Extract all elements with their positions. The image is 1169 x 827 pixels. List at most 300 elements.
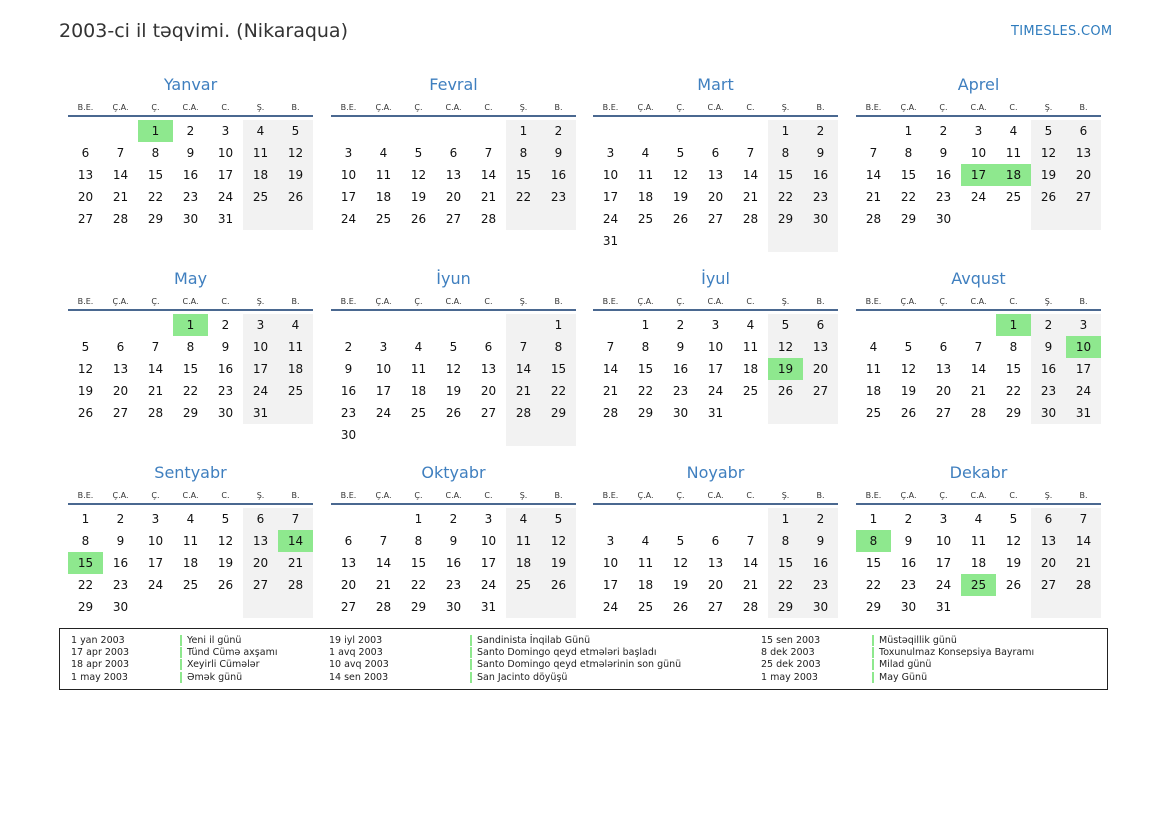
month-divider	[331, 115, 576, 117]
day-cell: 25	[182, 578, 199, 592]
day-cell: 27	[77, 212, 94, 226]
day-cell: 17	[602, 578, 619, 592]
weekday-header: Ç.A.	[637, 491, 654, 500]
holiday-day-cell: 8	[856, 530, 891, 552]
day-cell: 24	[1075, 384, 1092, 398]
day-cell: 26	[777, 384, 794, 398]
day-cell: 13	[1075, 146, 1092, 160]
weekday-header: Ş.	[256, 491, 265, 500]
day-cell: 6	[81, 146, 90, 160]
holiday-name: Xeyirli Cümələr	[180, 659, 260, 670]
day-cell: 27	[707, 212, 724, 226]
day-cell: 18	[410, 384, 427, 398]
weekday-header: B.	[554, 103, 563, 112]
day-cell: 13	[480, 362, 497, 376]
day-cell: 9	[449, 534, 458, 548]
day-cell: 10	[340, 168, 357, 182]
day-cell: 16	[812, 168, 829, 182]
day-cell: 2	[116, 512, 125, 526]
day-cell: 23	[1040, 384, 1057, 398]
weekday-header: B.E.	[340, 297, 357, 306]
day-cell: 19	[445, 384, 462, 398]
day-cell: 3	[151, 512, 160, 526]
weekday-header: C.	[484, 297, 493, 306]
weekday-header: C.	[1009, 297, 1018, 306]
holiday-date: 1 may 2003	[71, 671, 128, 683]
day-cell: 16	[550, 168, 567, 182]
day-cell: 9	[554, 146, 563, 160]
day-cell: 13	[77, 168, 94, 182]
day-cell: 4	[641, 534, 650, 548]
weekday-header: Ş.	[519, 491, 528, 500]
day-cell: 25	[287, 384, 304, 398]
day-cell: 1	[781, 512, 790, 526]
day-cell: 3	[974, 124, 983, 138]
holiday-date: 25 dek 2003	[761, 659, 821, 671]
holiday-day-cell: 15	[68, 552, 103, 574]
day-cell: 15	[900, 168, 917, 182]
month-name: İyul	[701, 269, 730, 288]
holiday-name: Müstəqillik günü	[872, 635, 957, 646]
day-cell: 4	[186, 512, 195, 526]
weekday-header: C.	[484, 491, 493, 500]
month-name: Dekabr	[949, 463, 1008, 482]
weekday-header: B.	[554, 491, 563, 500]
weekday-header: Ş.	[256, 297, 265, 306]
day-cell: 19	[900, 384, 917, 398]
month-name: Yanvar	[163, 75, 218, 94]
day-cell: 24	[970, 190, 987, 204]
site-brand-link[interactable]: TIMESLES.COM	[1011, 24, 1113, 39]
day-cell: 8	[781, 534, 790, 548]
day-cell: 3	[1079, 318, 1088, 332]
day-cell: 4	[641, 146, 650, 160]
weekday-header: B.E.	[77, 297, 94, 306]
day-cell: 20	[340, 578, 357, 592]
weekday-header: Ş.	[781, 491, 790, 500]
day-cell: 6	[711, 146, 720, 160]
weekday-header: B.E.	[602, 103, 619, 112]
day-cell: 14	[865, 168, 882, 182]
day-cell: 10	[217, 146, 234, 160]
holiday-date: 15 sen 2003	[761, 635, 821, 646]
day-cell: 11	[1005, 146, 1022, 160]
day-cell: 17	[1075, 362, 1092, 376]
day-cell: 12	[672, 556, 689, 570]
holiday-day-cell: 10	[1066, 336, 1101, 358]
holiday-date: 1 yan 2003	[71, 635, 125, 646]
day-cell: 2	[221, 318, 230, 332]
day-cell: 17	[602, 190, 619, 204]
day-cell: 5	[904, 340, 913, 354]
day-cell: 17	[375, 384, 392, 398]
day-cell: 20	[77, 190, 94, 204]
day-cell: 14	[1075, 534, 1092, 548]
holiday-name: May Günü	[872, 672, 927, 683]
day-cell: 9	[221, 340, 230, 354]
day-cell: 16	[900, 556, 917, 570]
day-cell: 6	[344, 534, 353, 548]
holiday-name: Milad günü	[872, 659, 931, 670]
day-cell: 28	[515, 406, 532, 420]
weekday-header: B.E.	[340, 103, 357, 112]
weekday-header: C.	[1009, 103, 1018, 112]
day-cell: 9	[186, 146, 195, 160]
day-cell: 3	[939, 512, 948, 526]
month-name: Fevral	[429, 75, 478, 94]
day-cell: 11	[637, 556, 654, 570]
day-cell: 26	[1005, 578, 1022, 592]
holiday-date: 1 may 2003	[761, 671, 818, 683]
day-cell: 26	[672, 600, 689, 614]
day-cell: 30	[340, 428, 357, 442]
month-name: Noyabr	[686, 463, 745, 482]
day-cell: 5	[1044, 124, 1053, 138]
day-cell: 21	[112, 190, 129, 204]
month-divider	[856, 503, 1101, 505]
day-cell: 18	[375, 190, 392, 204]
day-cell: 23	[935, 190, 952, 204]
day-cell: 29	[1005, 406, 1022, 420]
day-cell: 15	[777, 168, 794, 182]
month-name: Avqust	[951, 269, 1006, 288]
day-cell: 21	[147, 384, 164, 398]
day-cell: 25	[410, 406, 427, 420]
day-cell: 29	[900, 212, 917, 226]
day-cell: 27	[1075, 190, 1092, 204]
day-cell: 28	[112, 212, 129, 226]
day-cell: 9	[1044, 340, 1053, 354]
day-cell: 23	[217, 384, 234, 398]
day-cell: 13	[707, 556, 724, 570]
day-cell: 7	[1079, 512, 1088, 526]
holiday-name: Santo Domingo qeyd etmələrinin son günü	[470, 659, 681, 670]
day-cell: 20	[812, 362, 829, 376]
holiday-date: 19 iyl 2003	[329, 635, 383, 646]
day-cell: 28	[970, 406, 987, 420]
day-cell: 21	[515, 384, 532, 398]
day-cell: 21	[1075, 556, 1092, 570]
month-name: May	[173, 269, 208, 288]
weekday-header: Ş.	[519, 103, 528, 112]
day-cell: 18	[252, 168, 269, 182]
day-cell: 8	[519, 146, 528, 160]
day-cell: 30	[217, 406, 234, 420]
day-cell: 1	[641, 318, 650, 332]
day-cell: 20	[112, 384, 129, 398]
holiday-name: Əmək günü	[180, 672, 242, 683]
weekday-header: Ç.A.	[112, 297, 129, 306]
day-cell: 7	[291, 512, 300, 526]
day-cell: 11	[742, 340, 759, 354]
weekday-header: Ş.	[1044, 491, 1053, 500]
day-cell: 16	[812, 556, 829, 570]
day-cell: 14	[375, 556, 392, 570]
day-cell: 23	[812, 190, 829, 204]
day-cell: 8	[904, 146, 913, 160]
weekday-header: Ç.	[414, 491, 423, 500]
day-cell: 8	[554, 340, 563, 354]
day-cell: 24	[147, 578, 164, 592]
day-cell: 8	[151, 146, 160, 160]
weekday-header: B.	[816, 103, 825, 112]
day-cell: 13	[445, 168, 462, 182]
weekday-header: C.	[221, 103, 230, 112]
weekday-header: B.	[1079, 297, 1088, 306]
weekday-header: C.A.	[445, 103, 462, 112]
day-cell: 20	[480, 384, 497, 398]
day-cell: 28	[865, 212, 882, 226]
day-cell: 24	[480, 578, 497, 592]
day-cell: 2	[554, 124, 563, 138]
day-cell: 3	[606, 534, 615, 548]
day-cell: 25	[1005, 190, 1022, 204]
day-cell: 14	[480, 168, 497, 182]
holiday-day-cell: 25	[961, 574, 996, 596]
day-cell: 12	[77, 362, 94, 376]
day-cell: 20	[1040, 556, 1057, 570]
weekday-header: Ç.	[151, 297, 160, 306]
weekday-header: Ç.A.	[112, 103, 129, 112]
day-cell: 2	[816, 512, 825, 526]
day-cell: 1	[781, 124, 790, 138]
day-cell: 11	[410, 362, 427, 376]
weekday-header: Ç.A.	[900, 103, 917, 112]
day-cell: 12	[410, 168, 427, 182]
day-cell: 13	[112, 362, 129, 376]
day-cell: 30	[900, 600, 917, 614]
day-cell: 11	[287, 340, 304, 354]
day-cell: 25	[742, 384, 759, 398]
day-cell: 23	[340, 406, 357, 420]
day-cell: 3	[256, 318, 265, 332]
day-cell: 3	[344, 146, 353, 160]
day-cell: 18	[515, 556, 532, 570]
day-cell: 14	[742, 168, 759, 182]
day-cell: 18	[970, 556, 987, 570]
day-cell: 14	[970, 362, 987, 376]
day-cell: 16	[182, 168, 199, 182]
holiday-name: Tünd Cümə axşamı	[180, 647, 277, 658]
holiday-legend	[59, 628, 1108, 690]
day-cell: 23	[112, 578, 129, 592]
weekday-header: B.E.	[77, 491, 94, 500]
weekday-header: Ç.	[939, 103, 948, 112]
day-cell: 12	[287, 146, 304, 160]
day-cell: 2	[344, 340, 353, 354]
day-cell: 11	[375, 168, 392, 182]
day-cell: 21	[865, 190, 882, 204]
weekday-header: C.	[746, 297, 755, 306]
weekday-header: C.	[1009, 491, 1018, 500]
day-cell: 26	[217, 578, 234, 592]
day-cell: 8	[186, 340, 195, 354]
day-cell: 19	[217, 556, 234, 570]
weekday-header: C.	[221, 491, 230, 500]
day-cell: 31	[707, 406, 724, 420]
day-cell: 13	[812, 340, 829, 354]
day-cell: 7	[151, 340, 160, 354]
day-cell: 15	[777, 556, 794, 570]
day-cell: 7	[746, 534, 755, 548]
day-cell: 10	[707, 340, 724, 354]
day-cell: 19	[550, 556, 567, 570]
day-cell: 7	[746, 146, 755, 160]
day-cell: 14	[515, 362, 532, 376]
weekday-header: B.	[291, 103, 300, 112]
day-cell: 25	[865, 406, 882, 420]
day-cell: 6	[711, 534, 720, 548]
weekday-header: B.	[1079, 103, 1088, 112]
weekday-header: C.A.	[445, 491, 462, 500]
day-cell: 2	[904, 512, 913, 526]
day-cell: 27	[707, 600, 724, 614]
day-cell: 27	[1040, 578, 1057, 592]
weekday-header: B.E.	[602, 297, 619, 306]
day-cell: 15	[410, 556, 427, 570]
day-cell: 11	[637, 168, 654, 182]
holiday-day-cell: 14	[278, 530, 313, 552]
weekday-header: C.	[746, 103, 755, 112]
weekday-header: Ç.A.	[637, 103, 654, 112]
month-name: Oktyabr	[421, 463, 486, 482]
month-divider	[593, 309, 838, 311]
day-cell: 22	[900, 190, 917, 204]
day-cell: 28	[147, 406, 164, 420]
day-cell: 28	[1075, 578, 1092, 592]
weekday-header: Ç.A.	[375, 103, 392, 112]
day-cell: 27	[340, 600, 357, 614]
holiday-date: 10 avq 2003	[329, 659, 389, 671]
day-cell: 2	[939, 124, 948, 138]
day-cell: 24	[340, 212, 357, 226]
day-cell: 11	[182, 534, 199, 548]
day-cell: 20	[707, 578, 724, 592]
day-cell: 11	[970, 534, 987, 548]
day-cell: 7	[379, 534, 388, 548]
day-cell: 17	[147, 556, 164, 570]
day-cell: 8	[781, 146, 790, 160]
day-cell: 3	[711, 318, 720, 332]
day-cell: 26	[1040, 190, 1057, 204]
day-cell: 28	[480, 212, 497, 226]
day-cell: 5	[781, 318, 790, 332]
day-cell: 4	[379, 146, 388, 160]
day-cell: 22	[147, 190, 164, 204]
day-cell: 22	[865, 578, 882, 592]
day-cell: 15	[637, 362, 654, 376]
day-cell: 10	[480, 534, 497, 548]
day-cell: 19	[287, 168, 304, 182]
weekday-header: C.A.	[707, 103, 724, 112]
day-cell: 2	[186, 124, 195, 138]
day-cell: 24	[707, 384, 724, 398]
day-cell: 21	[287, 556, 304, 570]
day-cell: 4	[869, 340, 878, 354]
day-cell: 4	[414, 340, 423, 354]
weekday-header: Ç.A.	[900, 297, 917, 306]
month-divider	[68, 115, 313, 117]
month-divider	[68, 309, 313, 311]
day-cell: 29	[147, 212, 164, 226]
day-cell: 13	[1040, 534, 1057, 548]
day-cell: 14	[147, 362, 164, 376]
day-cell: 12	[1005, 534, 1022, 548]
day-cell: 10	[602, 168, 619, 182]
day-cell: 5	[291, 124, 300, 138]
month-divider	[856, 309, 1101, 311]
weekday-header: Ş.	[519, 297, 528, 306]
holiday-day-cell: 1	[173, 314, 208, 336]
day-cell: 27	[812, 384, 829, 398]
day-cell: 26	[672, 212, 689, 226]
day-cell: 17	[340, 190, 357, 204]
weekday-header: B.	[816, 297, 825, 306]
day-cell: 24	[217, 190, 234, 204]
day-cell: 25	[375, 212, 392, 226]
month-divider	[593, 115, 838, 117]
day-cell: 7	[974, 340, 983, 354]
day-cell: 30	[445, 600, 462, 614]
day-cell: 1	[869, 512, 878, 526]
day-cell: 16	[112, 556, 129, 570]
day-cell: 24	[602, 212, 619, 226]
day-cell: 9	[676, 340, 685, 354]
holiday-name: San Jacinto döyüşü	[470, 672, 567, 683]
weekday-header: B.E.	[77, 103, 94, 112]
day-cell: 23	[812, 578, 829, 592]
day-cell: 23	[445, 578, 462, 592]
weekday-header: Ç.	[151, 491, 160, 500]
day-cell: 24	[375, 406, 392, 420]
day-cell: 2	[676, 318, 685, 332]
month-divider	[856, 115, 1101, 117]
day-cell: 11	[252, 146, 269, 160]
day-cell: 12	[445, 362, 462, 376]
weekday-header: Ç.	[676, 491, 685, 500]
day-cell: 7	[484, 146, 493, 160]
day-cell: 9	[816, 534, 825, 548]
day-cell: 8	[414, 534, 423, 548]
weekday-header: C.A.	[970, 103, 987, 112]
day-cell: 22	[182, 384, 199, 398]
day-cell: 21	[375, 578, 392, 592]
day-cell: 6	[256, 512, 265, 526]
weekday-header: Ç.	[414, 297, 423, 306]
day-cell: 29	[182, 406, 199, 420]
day-cell: 22	[1005, 384, 1022, 398]
weekday-header: C.	[746, 491, 755, 500]
day-cell: 20	[707, 190, 724, 204]
day-cell: 27	[112, 406, 129, 420]
day-cell: 27	[445, 212, 462, 226]
day-cell: 7	[116, 146, 125, 160]
weekday-header: Ş.	[1044, 297, 1053, 306]
day-cell: 3	[379, 340, 388, 354]
day-cell: 24	[252, 384, 269, 398]
day-cell: 7	[869, 146, 878, 160]
weekday-header: Ç.	[939, 491, 948, 500]
weekday-header: B.E.	[602, 491, 619, 500]
day-cell: 22	[77, 578, 94, 592]
month-name: Mart	[697, 75, 734, 94]
day-cell: 18	[637, 190, 654, 204]
day-cell: 22	[777, 190, 794, 204]
day-cell: 4	[974, 512, 983, 526]
day-cell: 15	[182, 362, 199, 376]
day-cell: 12	[550, 534, 567, 548]
day-cell: 5	[676, 146, 685, 160]
